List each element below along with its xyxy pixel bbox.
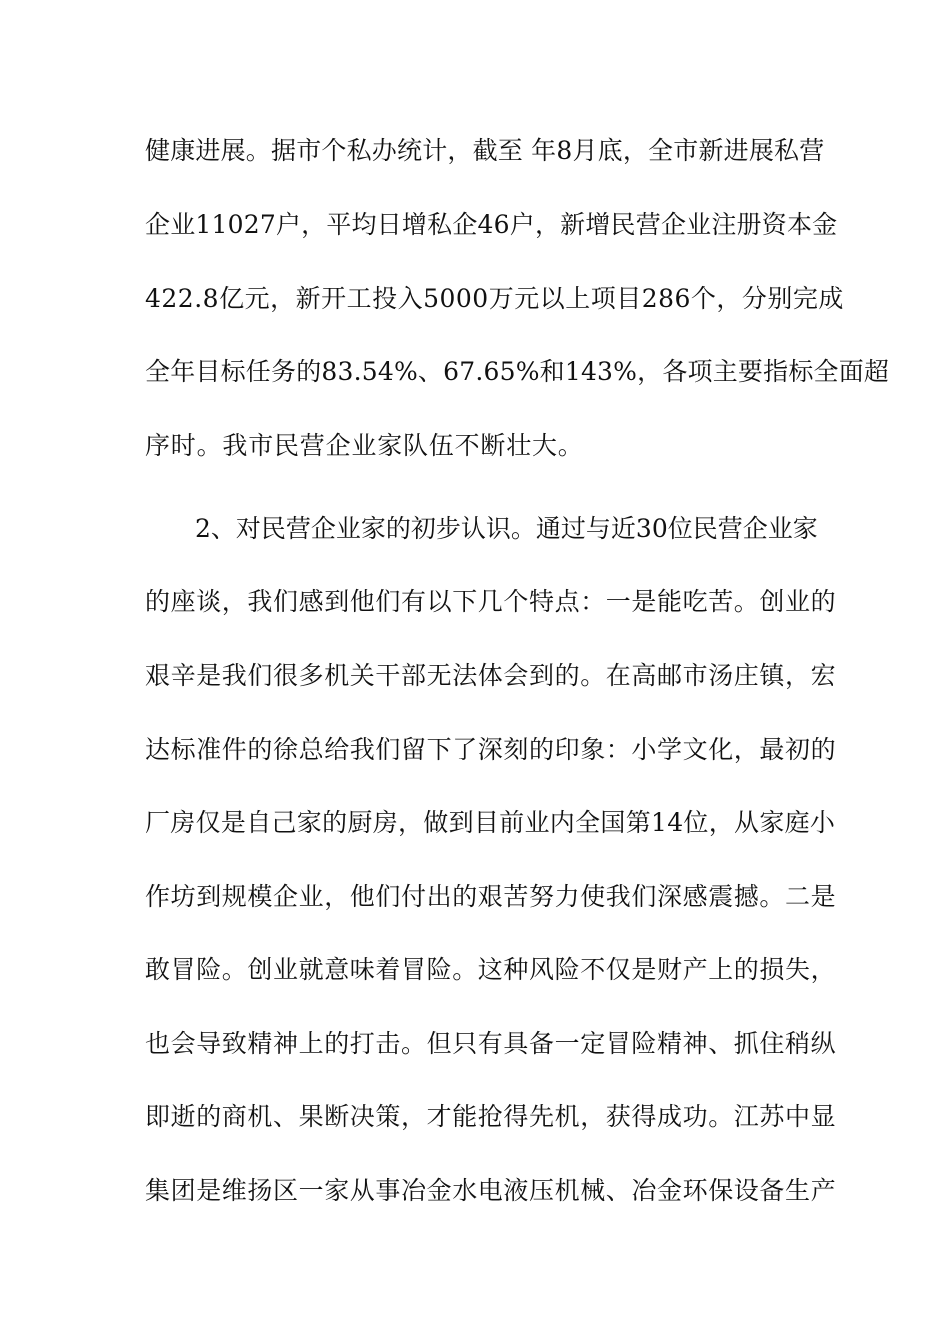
text-line: 即逝的商机、果断决策，才能抢得先机，获得成功。江苏中显 (145, 1102, 837, 1131)
text-line: 企业11027户，平均日增私企46户，新增民营企业注册资本金 (145, 210, 838, 239)
text-line: 2、对民营企业家的初步认识。通过与近30位民营企业家 (195, 514, 818, 543)
text-line: 全年目标任务的83.54%、67.65%和143%，各项主要指标全面超 (145, 357, 890, 386)
text-line: 达标准件的徐总给我们留下了深刻的印象：小学文化，最初的 (145, 735, 837, 764)
text-line: 也会导致精神上的打击。但只有具备一定冒险精神、抓住稍纵 (145, 1029, 837, 1058)
text-line: 集团是维扬区一家从事冶金水电液压机械、冶金环保设备生产 (145, 1176, 837, 1205)
text-line: 的座谈，我们感到他们有以下几个特点：一是能吃苦。创业的 (145, 587, 837, 616)
text-line: 422.8亿元，新开工投入5000万元以上项目286个，分别完成 (145, 284, 844, 313)
text-line: 敢冒险。创业就意味着冒险。这种风险不仅是财产上的损失， (145, 955, 837, 984)
text-line: 序时。我市民营企业家队伍不断壮大。 (145, 431, 584, 460)
text-line: 艰辛是我们很多机关干部无法体会到的。在高邮市汤庄镇，宏 (145, 661, 837, 690)
text-line: 作坊到规模企业，他们付出的艰苦努力使我们深感震撼。二是 (145, 882, 837, 911)
paragraph-first-line (145, 509, 818, 549)
text-line: 厂房仅是自己家的厨房，做到目前业内全国第14位，从家庭小 (145, 808, 836, 837)
text-line: 健康进展。据市个私办统计，截至 年8月底，全市新进展私营 (145, 136, 825, 165)
